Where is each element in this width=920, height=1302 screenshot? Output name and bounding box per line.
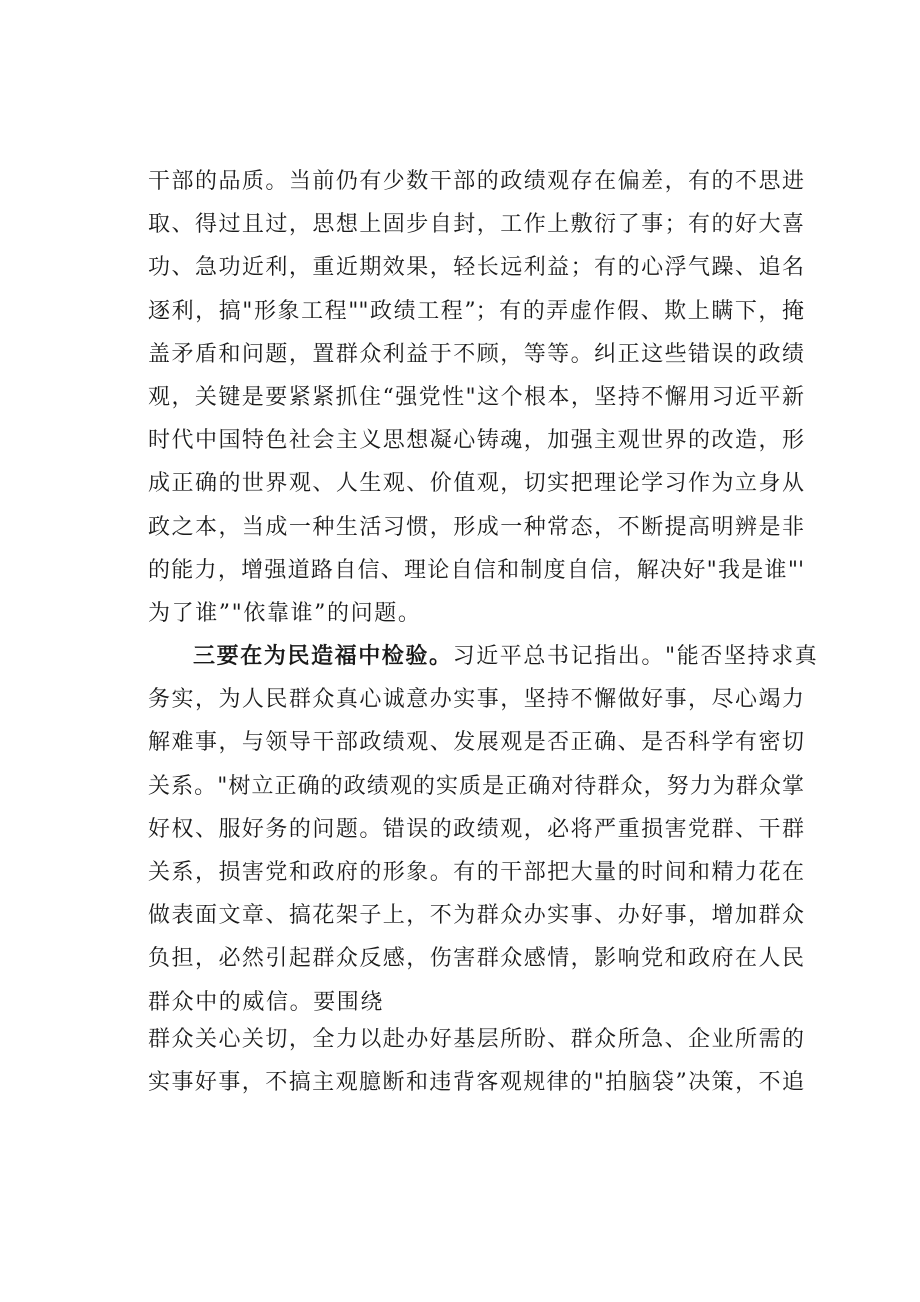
text-line-rest: 习近平总书记指出。"能否坚持求真: [452, 644, 819, 669]
text-line: 取、得过且过，思想上固步自封，工作上敷衍了事；有的好大喜: [148, 212, 804, 238]
text-line: 盖矛盾和问题，置群众利益于不顾，等等。纠正这些错误的政绩: [148, 341, 804, 367]
text-line-first: [148, 635, 819, 678]
text-line: 时代中国特色社会主义思想凝心铸魂，加强主观世界的改造，形: [148, 428, 804, 454]
text-line: 功、急功近利，重近期效果，轻长远利益；有的心浮气躁、追名: [148, 255, 804, 281]
text-line: 群众中的威信。要围绕: [148, 989, 385, 1015]
section-heading: 三要在为民造福中检验。: [193, 643, 453, 669]
paragraph-3: [148, 1018, 804, 1104]
text-line: 成正确的世界观、人生观、价值观，切实把理论学习作为立身从: [148, 471, 804, 497]
text-line: 实事好事，不搞主观臆断和违背客观规律的"拍脑袋”决策，不追: [148, 1070, 804, 1096]
text-line: 关系，损害党和政府的形象。有的干部把大量的时间和精力花在: [148, 859, 804, 885]
text-line: 务实，为人民群众真心诚意办实事，坚持不懈做好事，尽心竭力: [148, 687, 804, 713]
text-line: 干部的品质。当前仍有少数干部的政绩观存在偏差，有的不思进: [148, 169, 804, 194]
text-line: 关系。"树立正确的政绩观的实质是正确对待群众，努力为群众掌: [148, 773, 804, 799]
text-line: 政之本，当成一种生活习惯，形成一种常态，不断提高明辨是非: [148, 514, 804, 540]
text-line: 做表面文章、搞花架子上，不为群众办实事、办好事，增加群众: [148, 903, 804, 929]
text-line: 为了谁”"依靠谁”的问题。: [148, 600, 422, 626]
text-line: 的能力，增强道路自信、理论自信和制度自信，解决好"我是谁"': [148, 557, 804, 583]
paragraph-2: [148, 635, 819, 1024]
text-line: 逐利，搞"形象工程""政绩工程”；有的弄虚作假、欺上瞒下，掩: [148, 298, 804, 324]
text-line: 群众关心关切，全力以赴办好基层所盼、群众所急、企业所需的: [148, 1027, 804, 1052]
text-line: 解难事，与领导干部政绩观、发展观是否正确、是否科学有密切: [148, 730, 804, 756]
paragraph-1: [148, 160, 804, 635]
text-line: 观，关键是要紧紧抓住“强党性"这个根本，坚持不懈用习近平新: [148, 384, 804, 410]
text-line: 好权、服好务的问题。错误的政绩观，必将严重损害党群、干群: [148, 816, 804, 842]
text-line: 负担，必然引起群众反感，伤害群众感情，影响党和政府在人民: [148, 946, 804, 972]
